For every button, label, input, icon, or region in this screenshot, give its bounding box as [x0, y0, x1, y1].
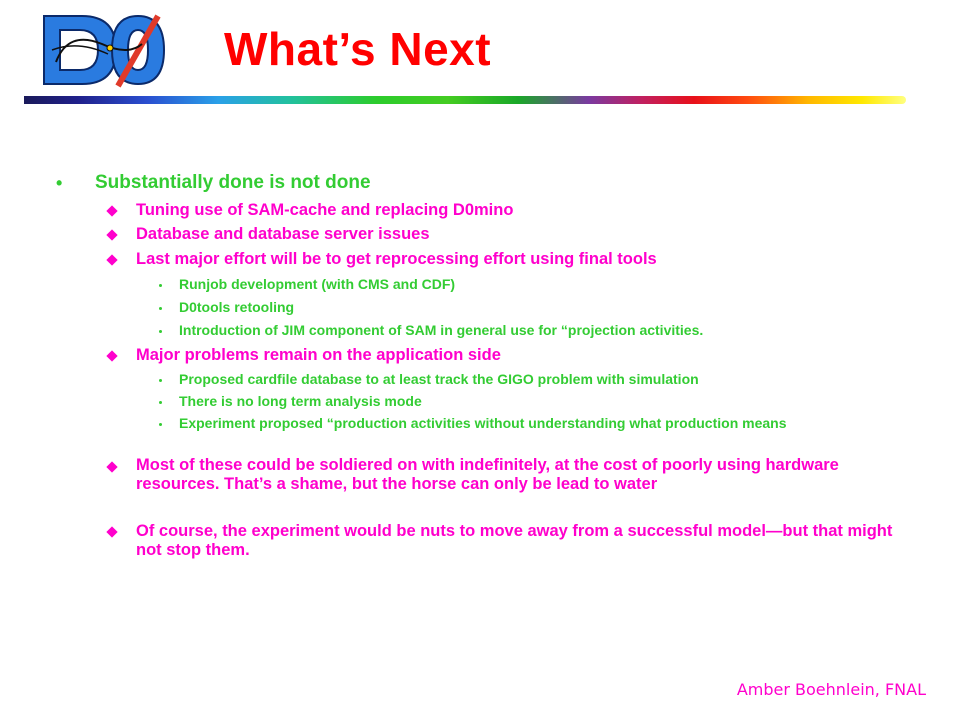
- diamond-bullet-icon: [106, 254, 117, 265]
- diamond-bullet-icon: [106, 461, 117, 472]
- diamond-bullet-icon: [106, 526, 117, 537]
- small-dot-bullet-icon: [159, 330, 162, 333]
- sub-list-item: Experiment proposed “production activities without understanding what production means: [179, 415, 787, 431]
- slide-title: What’s Next: [224, 23, 492, 75]
- diamond-bullet-icon: [106, 205, 117, 216]
- small-dot-bullet-icon: [159, 401, 162, 404]
- list-item: Last major effort will be to get reprocessing effort using final tools: [136, 250, 657, 268]
- list-item: Major problems remain on the application side: [136, 346, 501, 364]
- diamond-bullet-icon: [106, 229, 117, 240]
- main-bullet: Substantially done is not done: [95, 172, 371, 193]
- list-item: Tuning use of SAM-cache and replacing D0mino: [136, 201, 514, 219]
- sub-list-item: D0tools retooling: [179, 299, 295, 315]
- small-dot-bullet-icon: [159, 284, 162, 287]
- list-item: Of course, the experiment would be nuts to move away from a successful model—but that might not stop them.: [136, 522, 893, 559]
- small-dot-bullet-icon: [159, 307, 162, 310]
- bullet-dot-icon: •: [56, 173, 63, 193]
- sub-list-item: Proposed cardfile database to at least track the GIGO problem with simulation: [179, 371, 699, 387]
- sub-list-item: There is no long term analysis mode: [179, 393, 422, 409]
- small-dot-bullet-icon: [159, 423, 162, 426]
- sub-list-item: Introduction of JIM component of SAM in general use for “projection activities.: [179, 322, 704, 338]
- small-dot-bullet-icon: [159, 379, 162, 382]
- list-item: Database and database server issues: [136, 225, 430, 243]
- footer-author: Amber Boehnlein, FNAL: [736, 680, 926, 699]
- list-item: Most of these could be soldiered on with indefinitely, at the cost of poorly using hardware resources. That’s a shame, but the horse can only be lead to water: [136, 456, 839, 493]
- sub-list-item: Runjob development (with CMS and CDF): [179, 276, 456, 292]
- diamond-bullet-icon: [106, 350, 117, 361]
